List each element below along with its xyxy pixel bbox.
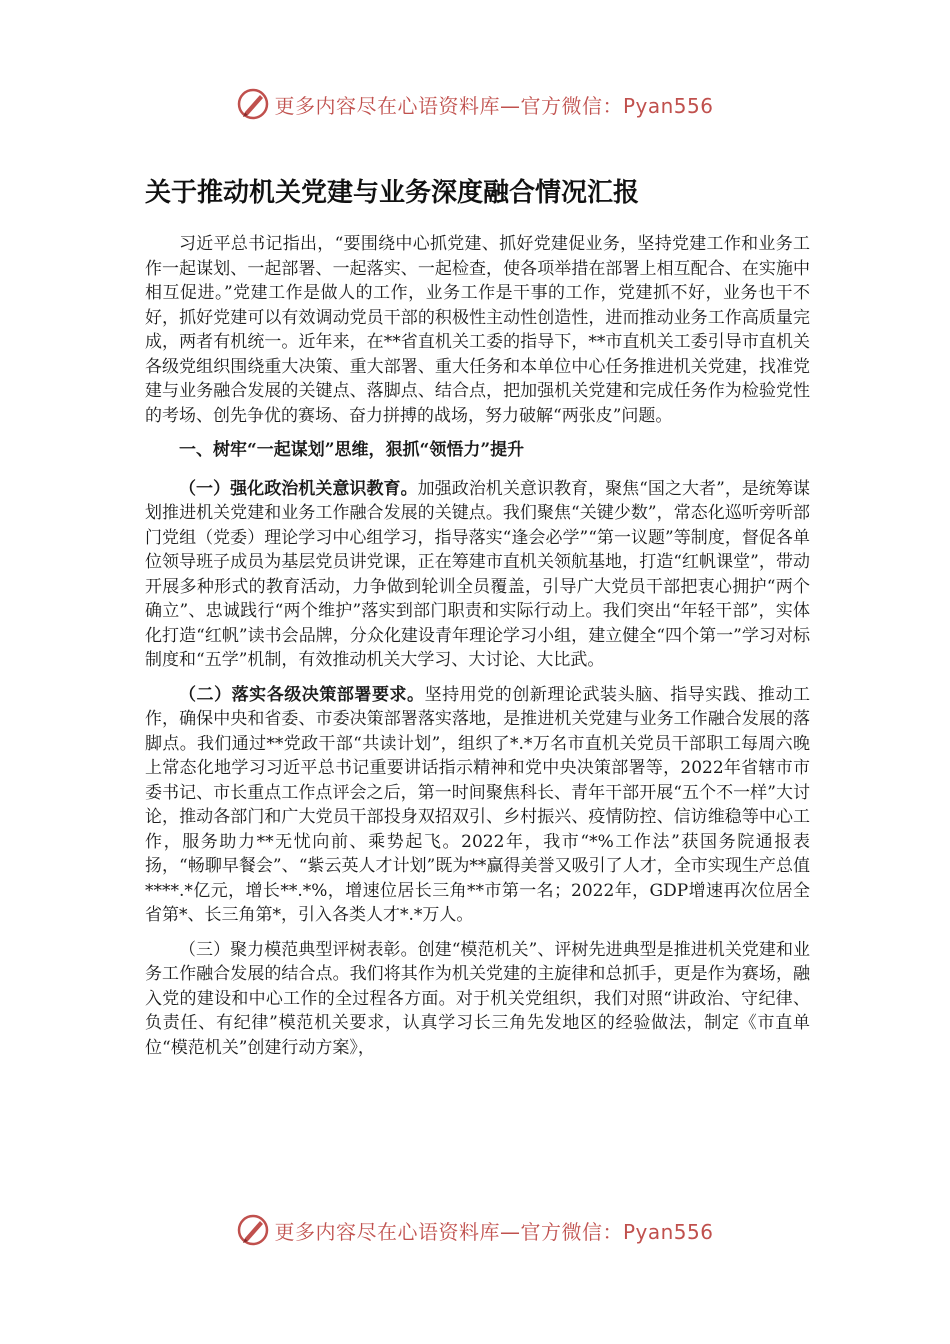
intro-paragraph: 习近平总书记指出，“要围绕中心抓党建、抓好党建促业务，坚持党建工作和业务工作一起谋划、一起部署、一起落实、一起检查，使各项举措在部署上相互配合、在实施中相互促进。”党建工作是做人的工作，业务工作是干事的工作，党建抓不好，业务也干不好，抓好党建可以有效调动党员干部的积极性主动性创造性，进而推动业务工作高质量完成，两者有机统一。近年来，在**省直机关工委的指导下，**市直机关工委引导市直机关各级党组织围绕重大决策、重大部署、重大任务和本单位中心任务推进机关党建，找准党建与业务融合发展的关键点、落脚点、结合点，把加强机关党建和完成任务作为检验党性的考场、创先争优的赛场、奋力拼搏的战场，努力破解“两张皮”问题。 xyxy=(145,234,810,426)
watermark-text: 更多内容尽在心语资料库—官方微信：Pyan556 xyxy=(274,1219,714,1244)
paragraph-2-body: 坚持用党的创新理论武装头脑、指导实践、推动工作，确保中央和省委、市委决策部署落实落地，是推进机关党建与业务工作融合发展的落脚点。我们通过**党政干部“共读计划”，组织了*.*万名市直机关党员干部职工每周六晚上常态化地学习习近平总书记重要讲话指示精神和党中央决策部署等，2022年省辖市市委书记、市长重点工作点评会之后，第一时间聚焦科长、青年干部开展“五个不一样”大讨论，推动各部门和广大党员干部投身双招双引、乡村振兴、疫情防控、信访维稳等中心工作，服务助力**无忧向前、乘势起飞。2022年，我市“*%工作法”获国务院通报表扬，“畅聊早餐会”、“紫云英人才计划”既为**赢得美誉又吸引了人才，全市实现生产总值****.*亿元，增长**.*%，增速位居长三角**市第一名；2022年，GDP增速再次位居全省第*、长三角第*，引入各类人才*.*万人。 xyxy=(145,684,811,925)
watermark-text: 更多内容尽在心语资料库—官方微信：Pyan556 xyxy=(274,93,714,118)
document-body xyxy=(145,232,810,1070)
paragraph-1-lead: （一）强化政治机关意识教育。 xyxy=(179,478,418,499)
section-1-heading: 一、树牢“一起谋划”思维，狠抓“领悟力”提升 xyxy=(179,440,525,460)
paragraph-2-lead: （二）落实各级决策部署要求。 xyxy=(179,684,425,705)
paragraph-3: （三）聚力模范典型评树表彰。创建“模范机关”、评树先进典型是推进机关党建和业务工作融合发展的结合点。我们将其作为机关党建的主旋律和总抓手，更是作为赛场，融入党的建设和中心工作的全过程各方面。对于机关党组织，我们对照“讲政治、守纪律、负责任、有纪律”模范机关要求，认真学习长三角先发地区的经验做法，制定《市直单位“模范机关”创建行动方案》， xyxy=(145,939,810,1058)
paragraph-2 xyxy=(145,683,810,928)
document-title: 关于推动机关党建与业务深度融合情况汇报 xyxy=(145,178,640,208)
pen-circle-logo-icon xyxy=(236,87,270,121)
pen-circle-logo-icon xyxy=(236,1213,270,1247)
paragraph-1 xyxy=(145,477,810,673)
watermark-top xyxy=(0,86,950,122)
watermark-bottom xyxy=(0,1212,950,1248)
paragraph-1-body: 加强政治机关意识教育，聚焦“国之大者”，是统筹谋划推进机关党建和业务工作融合发展的关键点。我们聚焦“关键少数”，常态化巡听旁听部门党组（党委）理论学习中心组学习，指导落实“逢会必学”“第一议题”等制度，督促各单位领导班子成员为基层党员讲党课，正在筹建市直机关领航基地，打造“红帆课堂”，带动开展多种形式的教育活动，力争做到轮训全员覆盖，引导广大党员干部把衷心拥护“两个确立”、忠诚践行“两个维护”落实到部门职责和实际行动上。我们突出“年轻干部”，实体化打造“红帆”读书会品牌，分众化建设青年理论学习小组，建立健全“四个第一”学习对标制度和“五学”机制，有效推动机关大学习、大讨论、大比武。 xyxy=(145,478,810,670)
